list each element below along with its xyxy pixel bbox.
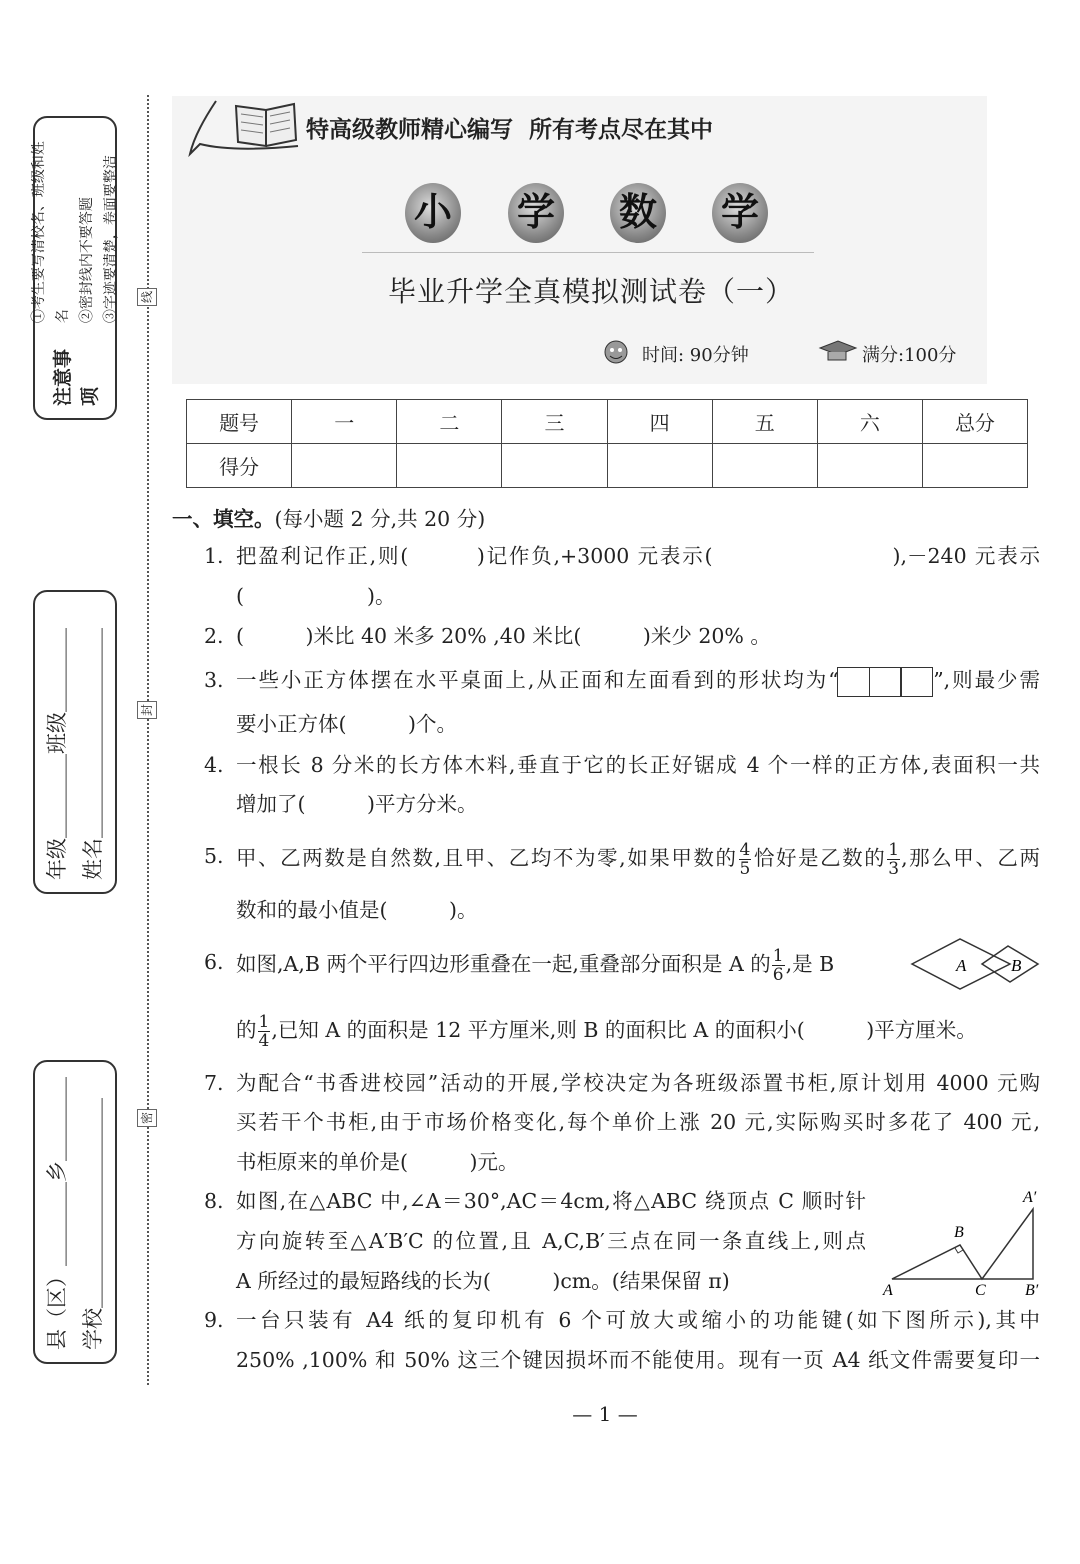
question-text: 为配合“书香进校园”活动的开展,学校决定为各班级添置书柜,原计划用 4000 元购 <box>236 1071 1040 1095</box>
question-text: 一根长 8 分米的长方体木料,垂直于它的长正好锯成 4 个一样的正方体,表面积一共 <box>236 753 1040 777</box>
numerator: 1 <box>258 1012 270 1032</box>
score-cell[interactable] <box>292 444 397 488</box>
score-cell[interactable] <box>607 444 712 488</box>
text: 的 <box>236 1018 257 1042</box>
question-text: A 所经过的最短路线的长为( )cm。(结果保留 π) <box>236 1269 730 1293</box>
score-cell[interactable] <box>502 444 607 488</box>
seal-label: 封 <box>137 701 157 719</box>
book-quill-logo-icon <box>186 96 306 158</box>
question-number: 6. <box>204 950 224 974</box>
question-number: 4. <box>204 753 224 777</box>
denominator: 3 <box>888 859 900 879</box>
school-field[interactable]: 学校＿＿＿＿＿＿＿＿＿＿ <box>81 1098 105 1350</box>
table-header: 总分 <box>922 400 1027 444</box>
page-number: — 1 — <box>572 1402 638 1426</box>
label: B <box>954 1224 964 1241</box>
question-text: 把盈利记作正,则( )记作负,+3000 元表示( ),－240 元表示 <box>236 544 1040 568</box>
triangle-rotation-figure <box>875 1182 1055 1300</box>
seal-label: 密 <box>137 1109 157 1127</box>
label: C <box>975 1282 986 1299</box>
text: 如图,A,B 两个平行四边形重叠在一起,重叠部分面积是 A 的 <box>236 952 771 976</box>
note-item: ②密封线内不要答题 <box>79 197 95 324</box>
question-number: 1. <box>204 544 224 568</box>
subject-char: 学 <box>712 183 768 243</box>
county-town-field[interactable]: 县（区）＿＿＿＿乡＿＿＿＿ <box>45 1077 69 1350</box>
subject-char: 学 <box>508 183 564 243</box>
numerator: 4 <box>739 840 751 860</box>
question-text: 如图,在△ABC 中,∠A＝30°,AC＝4cm,将△ABC 绕顶点 C 顺时针 <box>236 1189 866 1213</box>
seal-label: 线 <box>137 288 157 306</box>
notes-box <box>33 116 117 420</box>
time-limit: 时间: 90分钟 <box>642 345 749 366</box>
school-info-box <box>33 1060 117 1364</box>
denominator: 5 <box>739 859 751 879</box>
text: 甲、乙两数是自然数,且甲、乙均不为零,如果甲数的 <box>236 846 738 870</box>
question-text: ( )米比 40 米多 20% ,40 米比( )米少 20% 。 <box>236 624 771 648</box>
notes-list <box>27 130 123 323</box>
score-cell[interactable] <box>922 444 1027 488</box>
text: ”,则最少需 <box>933 668 1041 692</box>
table-header: 一 <box>292 400 397 444</box>
text: ,那么甲、乙两 <box>901 846 1040 870</box>
section-note: (每小题 2 分,共 20 分) <box>274 507 486 531</box>
numerator: 1 <box>772 946 784 966</box>
parallelograms-figure <box>910 936 1045 992</box>
three-squares-figure <box>839 667 934 697</box>
question-text: 一台只装有 A4 纸的复印机有 6 个可放大或缩小的功能键(如下图所示),其中 <box>236 1308 1040 1332</box>
question-text: ( )。 <box>236 584 396 608</box>
subject-char: 小 <box>405 183 461 243</box>
question-text <box>236 947 906 984</box>
grade-class-field[interactable]: 年级＿＿＿＿班级＿＿＿＿ <box>45 628 69 880</box>
label: A <box>883 1282 893 1299</box>
question-text: 书柜原来的单价是( )元。 <box>236 1150 519 1174</box>
question-number: 7. <box>204 1071 224 1095</box>
section-heading <box>172 502 485 532</box>
divider <box>362 252 814 253</box>
name-field[interactable]: 姓名＿＿＿＿＿＿＿＿＿＿ <box>81 628 105 880</box>
text: 恰好是乙数的 <box>752 846 887 870</box>
note-item: ③字迹要清楚，卷面要整洁 <box>103 155 119 324</box>
score-cell[interactable] <box>712 444 817 488</box>
table-header: 六 <box>817 400 922 444</box>
table-row <box>187 444 1028 488</box>
question-text: 250% ,100% 和 50% 这三个键因损坏而不能使用。现有一页 A4 纸文件需要复印一 <box>236 1348 1040 1372</box>
question-number: 3. <box>204 668 224 692</box>
score-cell[interactable] <box>397 444 502 488</box>
graduation-cap-icon <box>816 338 860 366</box>
question-text: 增加了( )平方分米。 <box>236 792 478 816</box>
denominator: 6 <box>772 965 784 985</box>
subject-char: 数 <box>610 183 666 243</box>
question-text: 要小正方体( )个。 <box>236 712 457 736</box>
fraction <box>258 1013 271 1050</box>
clock-icon <box>596 338 636 366</box>
full-score: 满分:100分 <box>862 345 957 366</box>
question-number: 9. <box>204 1308 224 1332</box>
exam-title: 毕业升学全真模拟测试卷（一） <box>388 275 795 308</box>
row-label: 得分 <box>187 444 292 488</box>
table-header: 题号 <box>187 400 292 444</box>
question-text: 买若干个书柜,由于市场价格变化,每个单价上涨 20 元,实际购买时多花了 400 元, <box>236 1110 1040 1134</box>
text: ,是 B <box>785 952 835 976</box>
note-item: ①考生要写清校名、班级和姓名 <box>31 141 71 324</box>
question-number: 5. <box>204 844 224 868</box>
table-header: 五 <box>712 400 817 444</box>
question-text <box>236 841 1040 878</box>
question-text <box>236 665 1040 697</box>
numerator: 1 <box>888 840 900 860</box>
denominator: 4 <box>258 1031 270 1051</box>
fraction <box>887 841 900 878</box>
question-text: 方向旋转至△A′B′C 的位置,且 A,C,B′三点在同一条直线上,则点 <box>236 1229 866 1253</box>
table-row <box>187 400 1028 444</box>
student-info-box <box>33 590 117 894</box>
question-number: 2. <box>204 624 224 648</box>
table-header: 四 <box>607 400 712 444</box>
question-number: 8. <box>204 1189 224 1213</box>
slogan: 特高级教师精心编写 所有考点尽在其中 <box>306 117 714 143</box>
table-header: 二 <box>397 400 502 444</box>
fraction <box>739 841 752 878</box>
label-b: B <box>1011 956 1022 975</box>
fraction <box>772 947 785 984</box>
question-text <box>236 1013 1040 1050</box>
label: A′ <box>1023 1189 1037 1206</box>
score-table <box>186 399 1028 488</box>
label-a: A <box>956 956 967 975</box>
label: B′ <box>1025 1282 1039 1299</box>
score-cell[interactable] <box>817 444 922 488</box>
question-text: 数和的最小值是( )。 <box>236 898 478 922</box>
section-title: 一、填空。 <box>172 507 275 531</box>
notes-title: 注意事项 <box>52 348 101 406</box>
text: 一些小正方体摆在水平桌面上,从正面和左面看到的形状均为“ <box>236 668 839 692</box>
table-header: 三 <box>502 400 607 444</box>
text: ,已知 A 的面积是 12 平方厘米,则 B 的面积比 A 的面积小( )平方厘米。 <box>271 1018 977 1042</box>
